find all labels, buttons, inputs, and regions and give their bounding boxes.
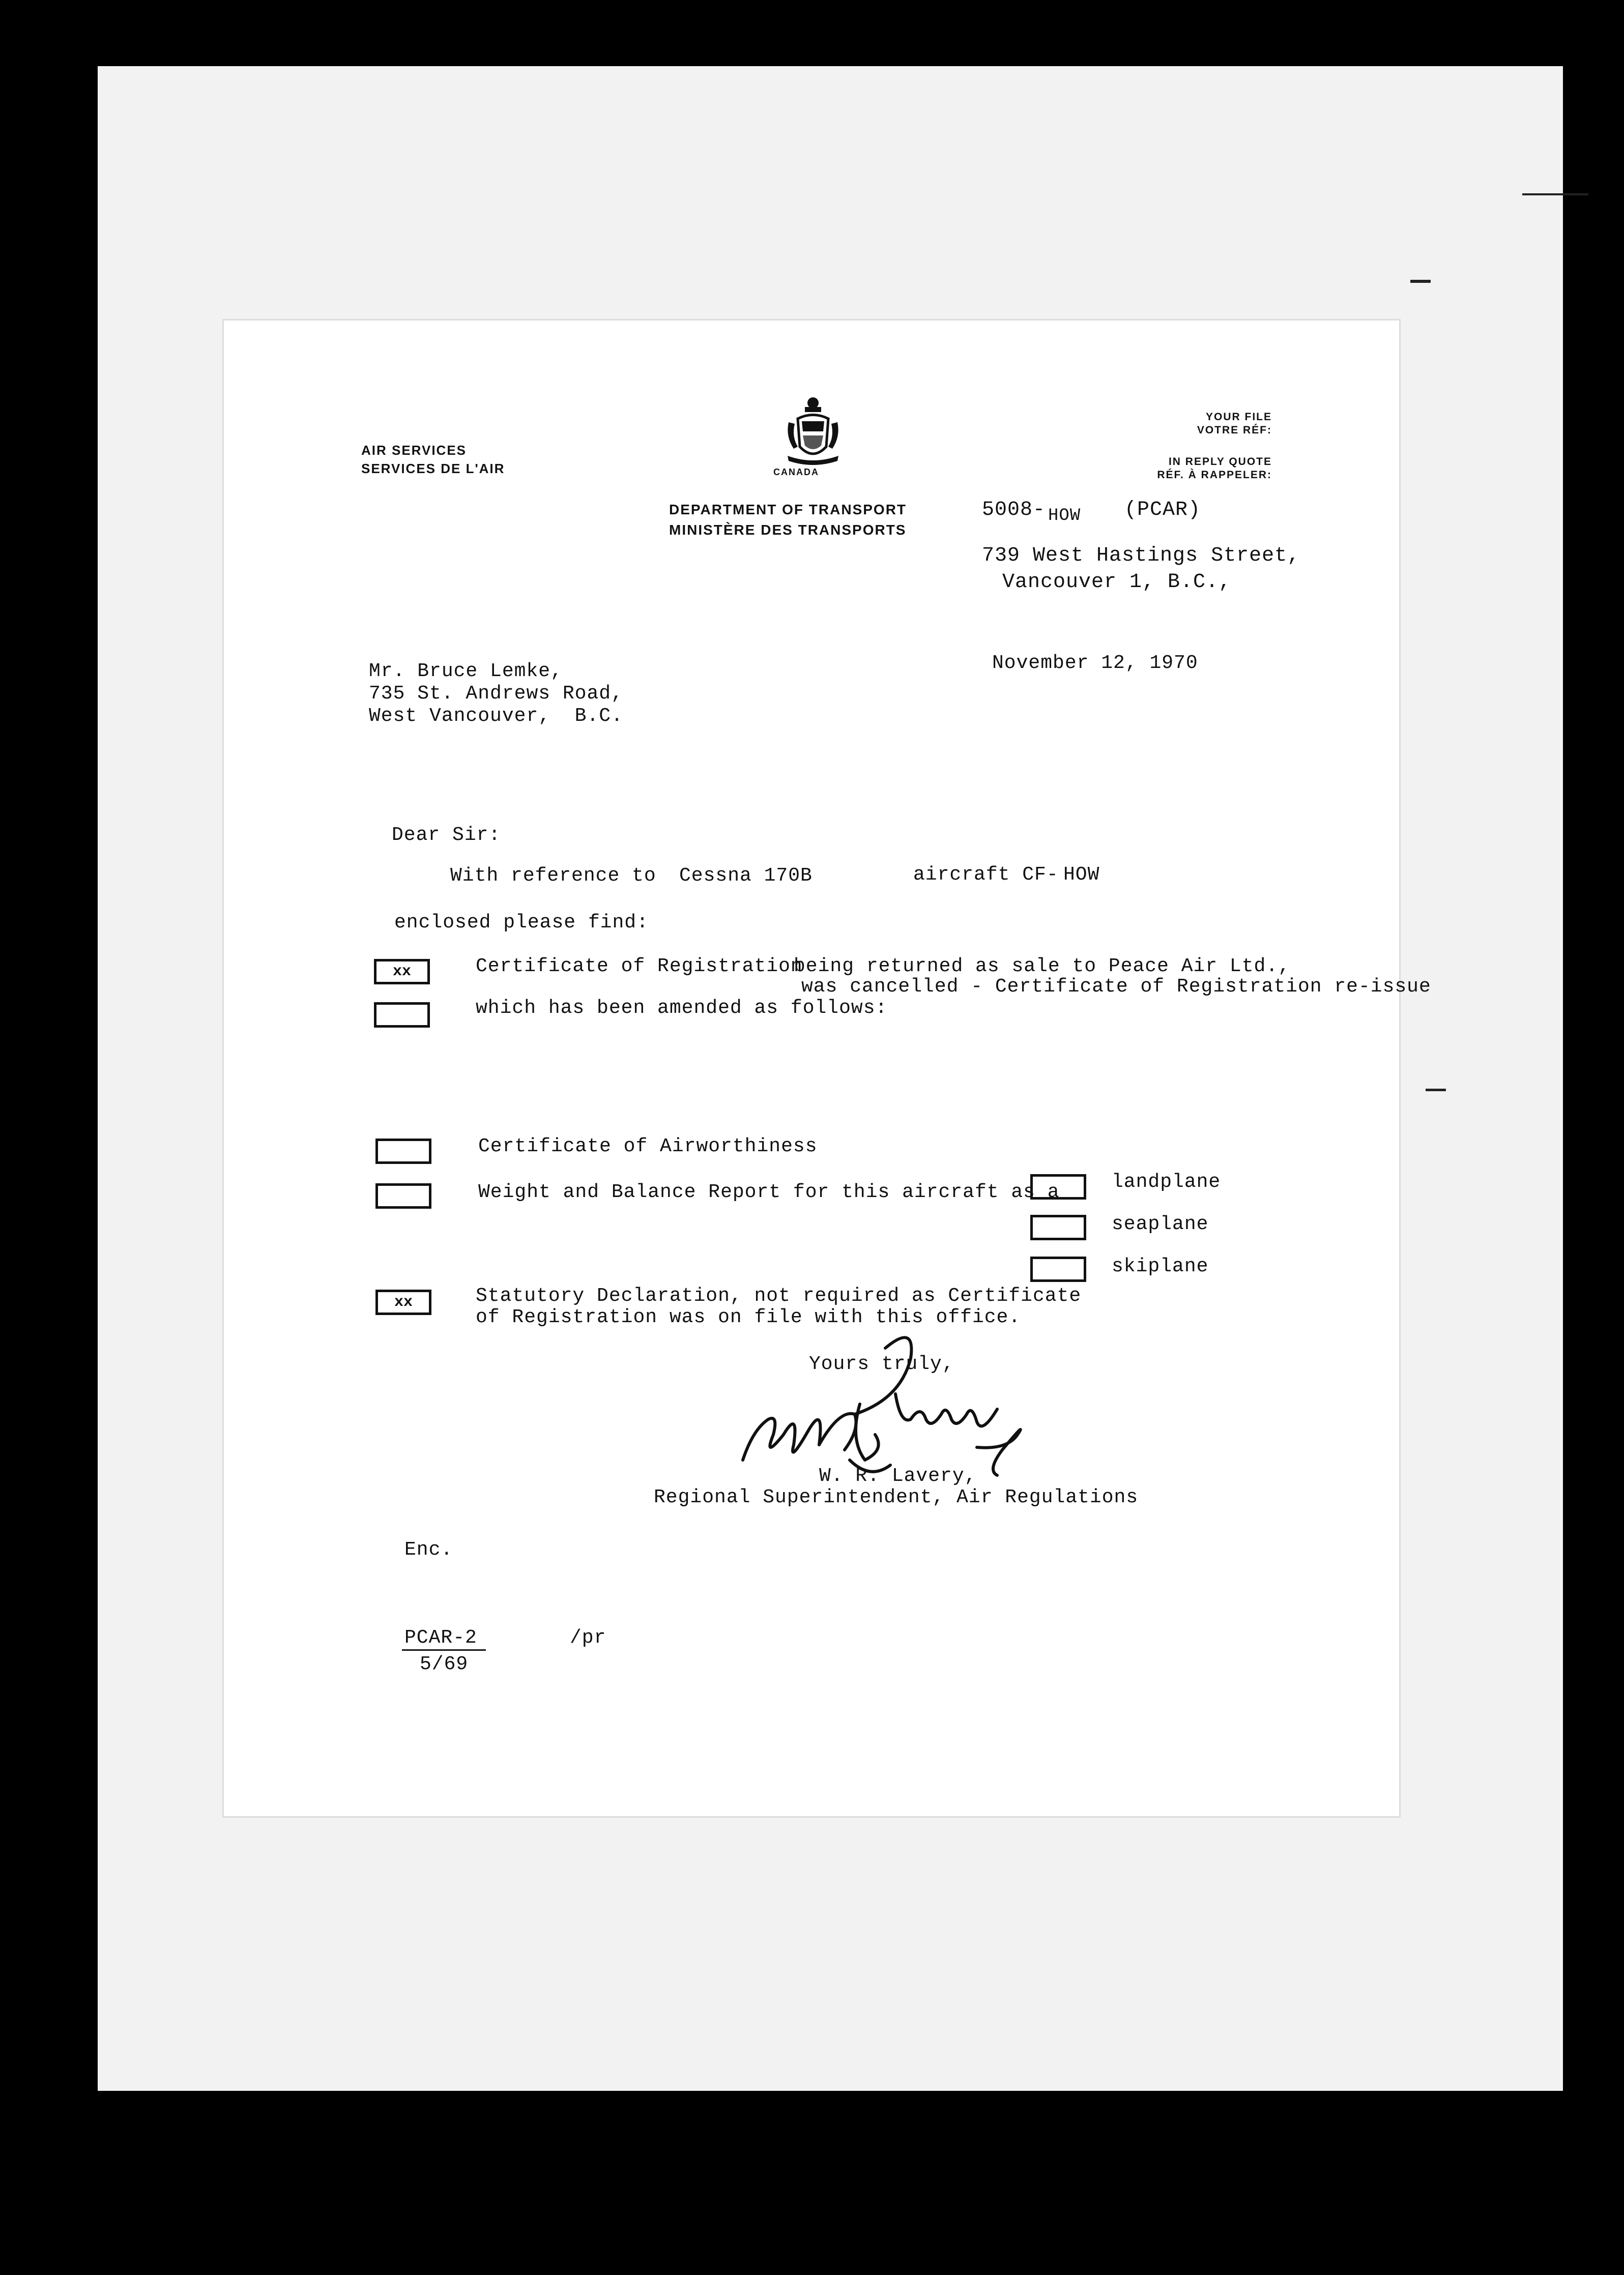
typist-initials: /pr bbox=[570, 1627, 606, 1649]
file-number: 5008- bbox=[982, 499, 1046, 521]
weight-balance-label: Weight and Balance Report for this aircraft as a bbox=[478, 1181, 1060, 1203]
weight-balance-checkbox[interactable] bbox=[375, 1183, 431, 1209]
seaplane-checkbox[interactable] bbox=[1030, 1215, 1086, 1240]
statutory-label-line2: of Registration was on file with this office. bbox=[476, 1306, 1021, 1328]
scan-mark bbox=[1522, 193, 1588, 195]
country-label: CANADA bbox=[773, 467, 819, 477]
skiplane-checkbox[interactable] bbox=[1030, 1257, 1086, 1282]
valediction: Yours truly, bbox=[809, 1353, 954, 1375]
file-code: HOW bbox=[1048, 506, 1081, 526]
recipient-name: Mr. Bruce Lemke, bbox=[369, 660, 563, 682]
skiplane-label: skiplane bbox=[1112, 1256, 1209, 1277]
reply-quote-en: IN REPLY QUOTE bbox=[1168, 456, 1272, 468]
cert-registration-label: Certificate of Registration bbox=[476, 955, 803, 977]
statutory-checkbox[interactable]: xx bbox=[375, 1290, 431, 1315]
amended-label: which has been amended as follows: bbox=[476, 997, 888, 1019]
scan-mark bbox=[1426, 1089, 1446, 1091]
enclosure-notation: Enc. bbox=[404, 1539, 453, 1561]
amended-checkbox[interactable] bbox=[374, 1002, 430, 1028]
cert-airworthiness-label: Certificate of Airworthiness bbox=[478, 1135, 818, 1157]
cert-registration-note1: being returned as sale to Peace Air Ltd., bbox=[794, 955, 1290, 977]
dept-center-en: DEPARTMENT OF TRANSPORT bbox=[669, 502, 907, 517]
cert-registration-checkbox[interactable]: xx bbox=[374, 959, 430, 984]
recipient-street: 735 St. Andrews Road, bbox=[369, 683, 623, 705]
your-file-en: YOUR FILE bbox=[1205, 411, 1272, 423]
your-file-fr: VOTRE RÉF: bbox=[1197, 424, 1272, 436]
landplane-label: landplane bbox=[1112, 1171, 1221, 1193]
dept-center-fr: MINISTÈRE DES TRANSPORTS bbox=[669, 522, 907, 538]
sender-address-line1: 739 West Hastings Street, bbox=[982, 544, 1300, 567]
scan-mark bbox=[1410, 280, 1431, 283]
coat-of-arms-icon bbox=[763, 387, 824, 463]
cert-airworthiness-checkbox[interactable] bbox=[375, 1139, 431, 1164]
statutory-label-line1: Statutory Declaration, not required as Certificate bbox=[476, 1285, 1082, 1307]
sender-address-line2: Vancouver 1, B.C., bbox=[1002, 571, 1232, 594]
reply-quote-fr: RÉF. À RAPPELER: bbox=[1157, 469, 1272, 481]
recipient-city: West Vancouver, B.C. bbox=[369, 705, 623, 727]
dept-left-fr: SERVICES DE L'AIR bbox=[361, 461, 505, 476]
dept-left-en: AIR SERVICES bbox=[361, 443, 467, 458]
signer-name: W. R. Lavery, bbox=[819, 1465, 977, 1487]
reference-prefix: With reference to bbox=[450, 865, 656, 887]
enclosed-text: enclosed please find: bbox=[394, 912, 649, 934]
cert-registration-note2: was cancelled - Certificate of Registration re-issue bbox=[801, 976, 1431, 998]
seaplane-label: seaplane bbox=[1112, 1213, 1209, 1235]
letter-date: November 12, 1970 bbox=[992, 652, 1198, 674]
aircraft-model: Cessna 170B bbox=[679, 865, 813, 887]
signer-title: Regional Superintendent, Air Regulations bbox=[654, 1486, 1139, 1508]
aircraft-label: aircraft CF- bbox=[913, 864, 1059, 886]
letter-page bbox=[224, 320, 1431, 1816]
form-date: 5/69 bbox=[420, 1653, 469, 1675]
form-number: PCAR-2 bbox=[404, 1627, 477, 1649]
salutation: Dear Sir: bbox=[392, 824, 501, 846]
office-code: (PCAR) bbox=[1124, 499, 1201, 521]
form-fraction-line bbox=[402, 1649, 486, 1651]
aircraft-registration: HOW bbox=[1063, 864, 1100, 886]
landplane-checkbox[interactable] bbox=[1030, 1174, 1086, 1200]
